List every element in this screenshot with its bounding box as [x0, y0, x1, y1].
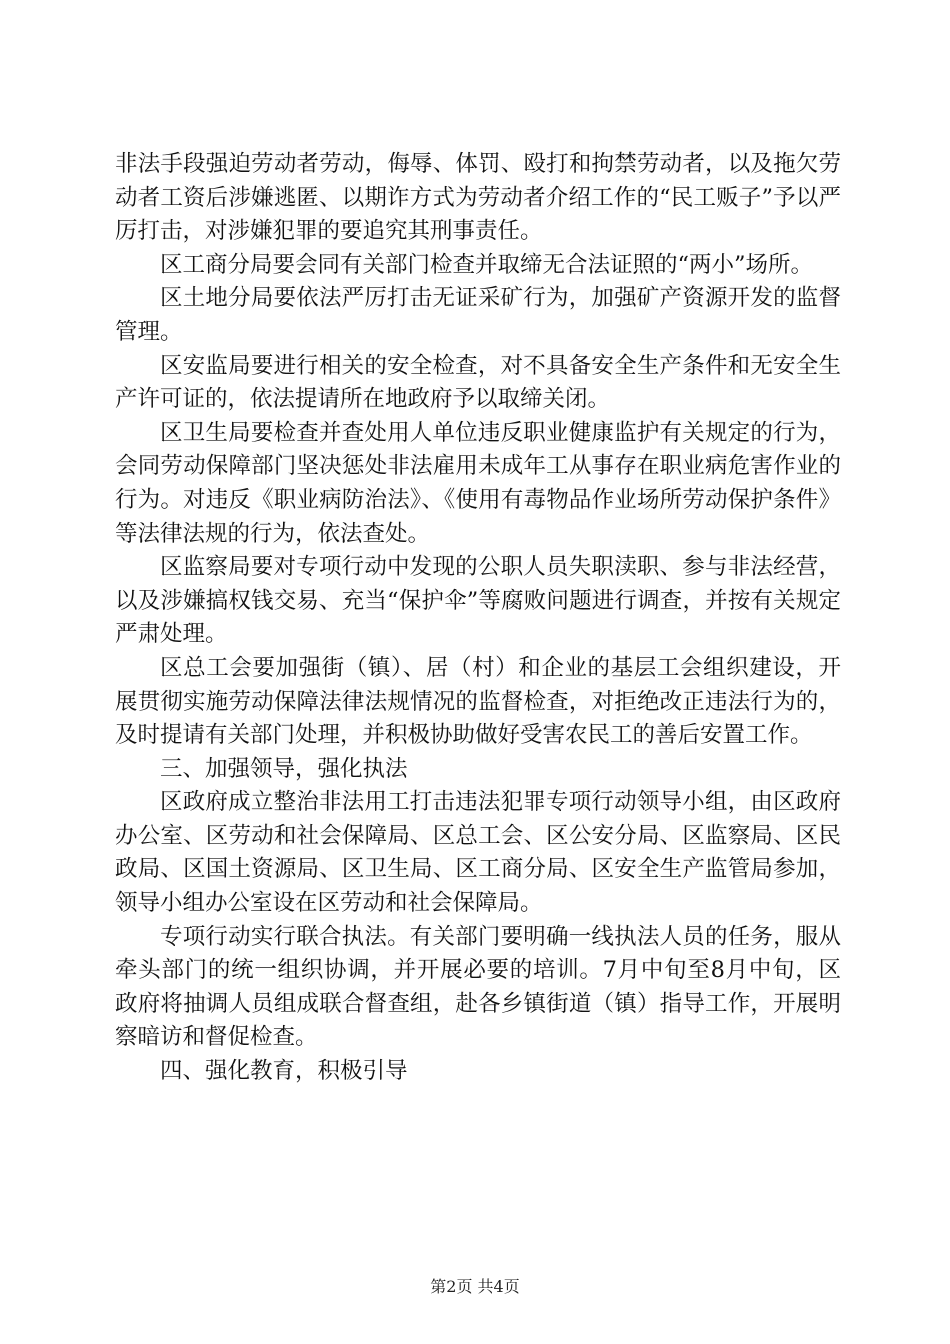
- page-footer: 第2页 共4页: [430, 1277, 520, 1296]
- paragraph-9: 区政府成立整治非法用工打击违法犯罪专项行动领导小组，由区政府办公室、区劳动和社会保障局、区总工会、区公安分局、区监察局、区民政局、区国土资源局、区卫生局、区工商分局、区安全生产监管局参加，领导小组办公室设在区劳动和社会保障局。: [115, 789, 841, 917]
- paragraph-10: 专项行动实行联合执法。有关部门要明确一线执法人员的任务，服从牵头部门的统一组织协调，并开展必要的培训。7月中旬至8月中旬，区政府将抽调人员组成联合督查组，赴各乡镇街道（镇）指导工作，开展明察暗访和督促检查。: [115, 923, 841, 1051]
- paragraph-4: 区安监局要进行相关的安全检查，对不具备安全生产条件和无安全生产许可证的，依法提请所在地政府予以取缔关闭。: [115, 352, 841, 413]
- paragraph-5: 区卫生局要检查并查处用人单位违反职业健康监护有关规定的行为，会同劳动保障部门坚决惩处非法雇用未成年工从事存在职业病危害作业的行为。对违反《职业病防治法》、《使用有毒物品作业场所劳动保护条件》等法律法规的行为，依法查处。: [115, 419, 841, 547]
- section-heading-3: 三、加强领导，强化执法: [160, 755, 408, 782]
- section-heading-4: 四、强化教育，积极引导: [160, 1058, 408, 1085]
- paragraph-6: 区监察局要对专项行动中发现的公职人员失职渎职、参与非法经营，以及涉嫌搞权钱交易、充当“保护伞”等腐败问题进行调查，并按有关规定严肃处理。: [115, 554, 841, 648]
- paragraph-2: 区工商分局要会同有关部门检查并取缔无合法证照的“两小”场所。: [160, 251, 814, 278]
- paragraph-7: 区总工会要加强街（镇）、居（村）和企业的基层工会组织建设，开展贯彻实施劳动保障法律法规情况的监督检查，对拒绝改正违法行为的，及时提请有关部门处理，并积极协助做好受害农民工的善后安置工作。: [115, 654, 841, 749]
- paragraph-3: 区土地分局要依法严厉打击无证采矿行为，加强矿产资源开发的监督管理。: [115, 285, 841, 345]
- document-body: [115, 148, 841, 1089]
- paragraph-1: 非法手段强迫劳动者劳动，侮辱、体罚、殴打和拘禁劳动者，以及拖欠劳动者工资后涉嫌逃匿、以期诈方式为劳动者介绍工作的“民工贩子”予以严厉打击，对涉嫌犯罪的要追究其刑事责任。: [115, 151, 841, 245]
